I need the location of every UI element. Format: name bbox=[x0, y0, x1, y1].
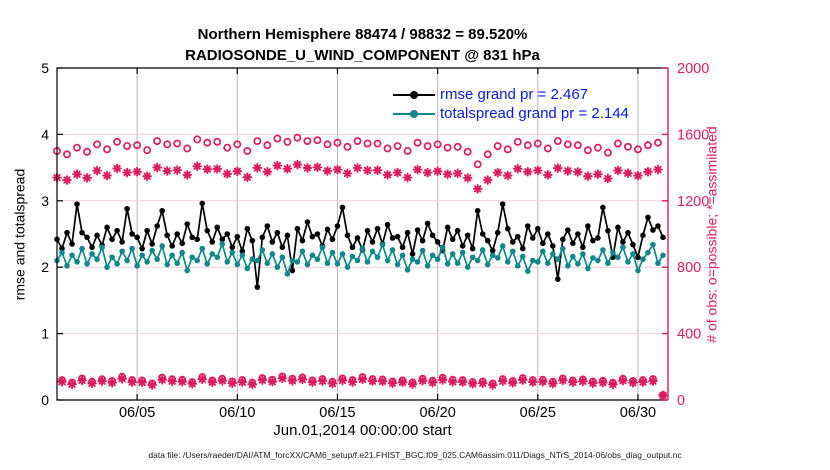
x-tick-label: 06/10 bbox=[219, 405, 256, 421]
right-y-tick-label: 1600 bbox=[677, 127, 710, 144]
left-y-axis-label: rmse and totalspread bbox=[11, 168, 28, 301]
right-y-tick-label: 0 bbox=[677, 393, 686, 409]
x-tick-label: 06/05 bbox=[118, 405, 156, 421]
legend-entry-totalspread bbox=[393, 104, 629, 123]
right-y-tick-label: 1200 bbox=[677, 193, 710, 210]
totalspread-series bbox=[54, 241, 666, 276]
chart-title-line2: RADIOSONDE_U_WIND_COMPONENT @ 831 hPa bbox=[185, 47, 540, 64]
legend bbox=[393, 85, 629, 123]
left-y-tick-label: 1 bbox=[41, 325, 49, 342]
left-y-tick-label: 5 bbox=[41, 60, 49, 76]
datafile-path: data file: /Users/raeder/DAI/ATM_forcXX/CAM6_setup/f.e21.FHIST_BGC.f09_025.CAM6assim.011/Diags_NTrS_2014-06/obs_diag_output.nc bbox=[148, 450, 682, 460]
assimilated-series bbox=[53, 161, 667, 400]
rmse-series bbox=[54, 201, 666, 290]
left-y-tick-label: 2 bbox=[41, 259, 49, 276]
x-axis-label: Jun.01,2014 00:00:00 start bbox=[273, 422, 452, 439]
x-tick-label: 06/25 bbox=[519, 405, 556, 421]
right-y-tick-label: 2000 bbox=[677, 61, 710, 77]
left-y-tick-label: 0 bbox=[41, 392, 49, 408]
left-y-tick-label: 3 bbox=[41, 192, 49, 209]
right-y-tick-label: 400 bbox=[677, 326, 702, 343]
chart-title-line1: Northern Hemisphere 88474 / 98832 = 89.520% bbox=[197, 26, 528, 43]
legend-label-rmse: rmse grand pr = 2.467 bbox=[440, 86, 589, 103]
x-tick-label: 06/30 bbox=[619, 405, 657, 421]
totalspread-line-marker-icon bbox=[393, 109, 435, 119]
legend-label-totalspread: totalspread grand pr = 2.144 bbox=[440, 105, 629, 122]
chart-title bbox=[57, 24, 668, 66]
right-y-axis-label: # of obs: o=possible; *=assimilated bbox=[703, 126, 720, 343]
x-tick-label: 06/15 bbox=[319, 405, 356, 421]
left-y-tick-label: 4 bbox=[41, 126, 49, 143]
legend-entry-rmse bbox=[393, 85, 629, 104]
x-tick-label: 06/20 bbox=[419, 405, 456, 421]
rmse-line-marker-icon bbox=[393, 90, 435, 100]
right-y-tick-label: 800 bbox=[677, 260, 702, 277]
